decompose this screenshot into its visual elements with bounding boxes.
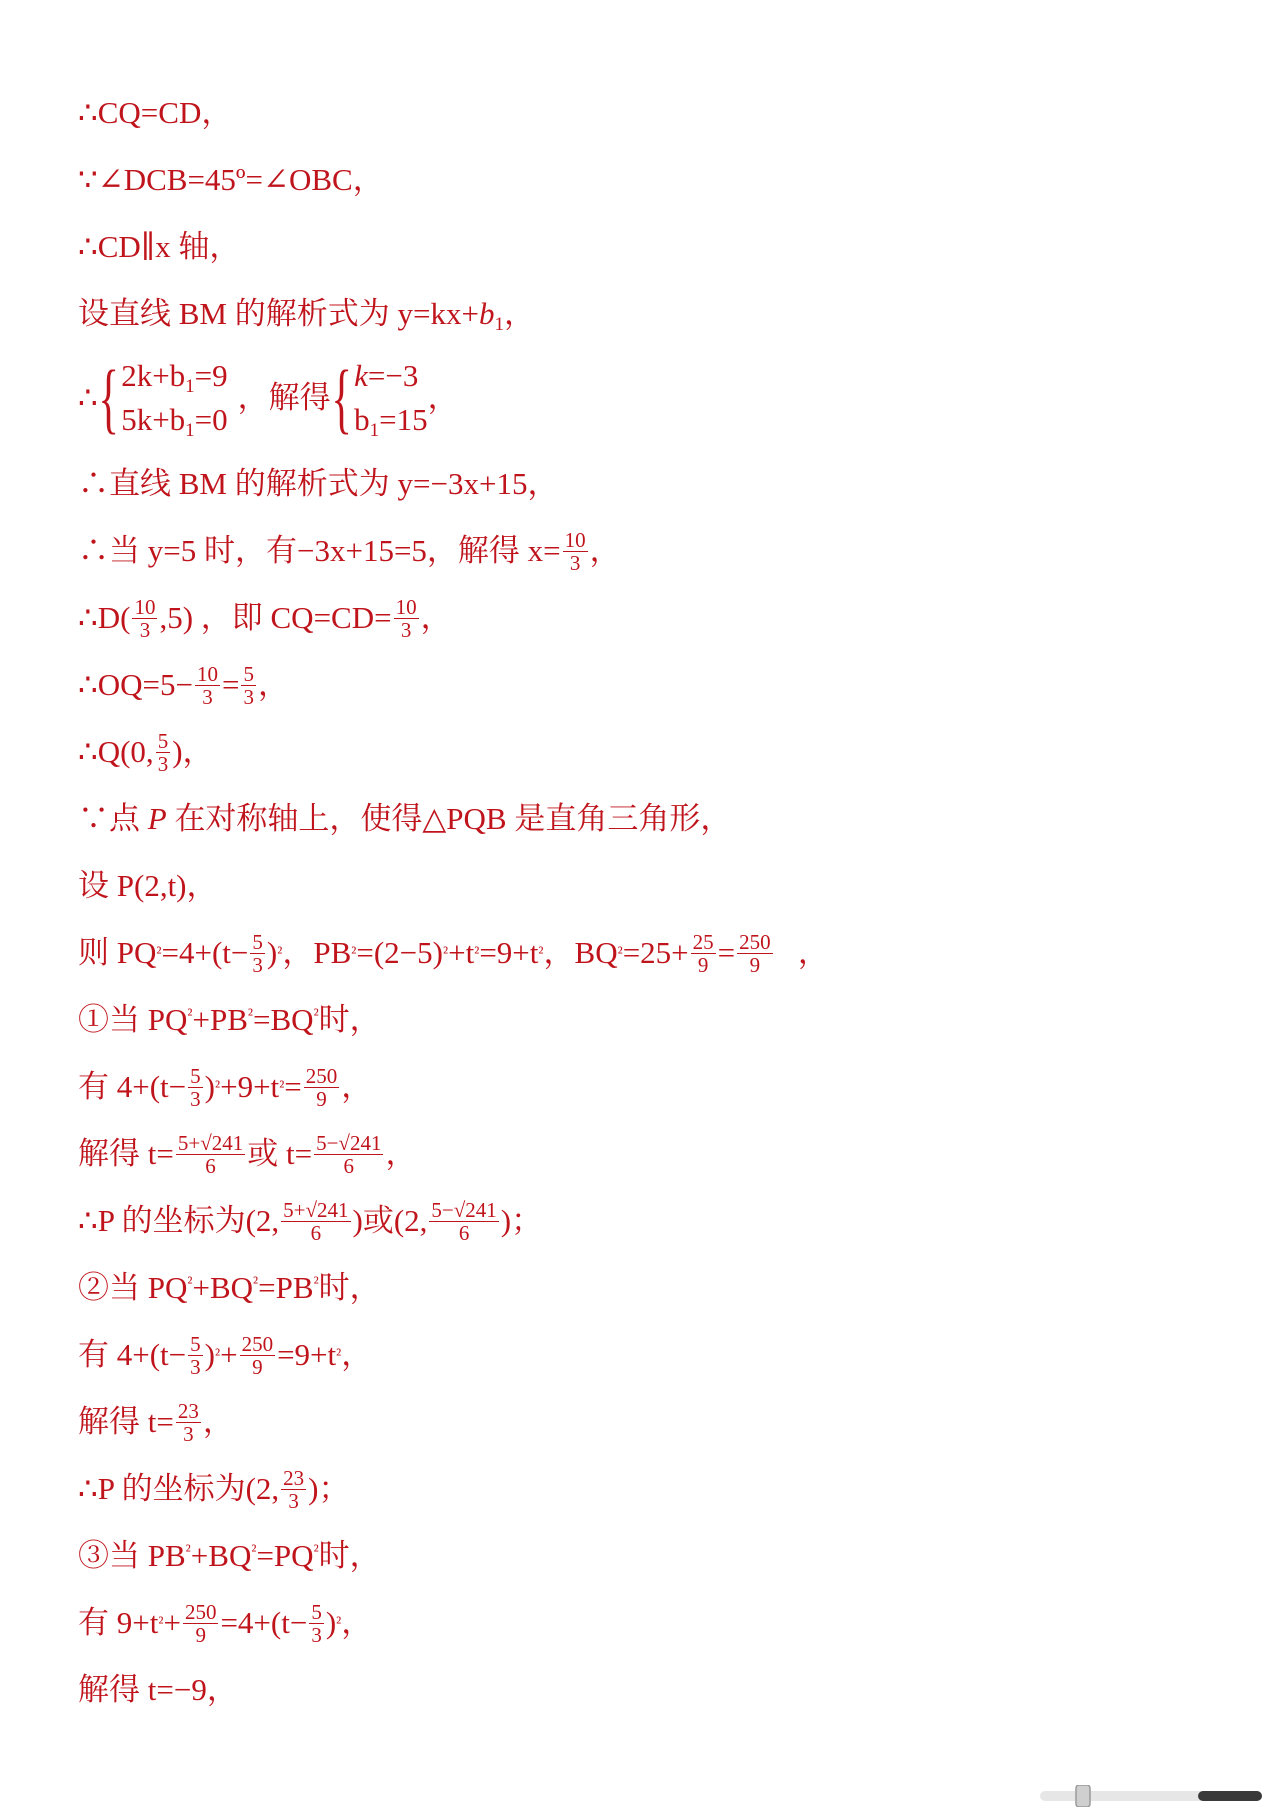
case-1-solution: 解得 t= $\frac{5+√241}{6}$ 或 t= $\frac{5-√241}{6}$ ， (78, 1130, 417, 1178)
step-right-triangle: ∵点 P 在对称轴上，使得△PQB 是直角三角形， (78, 801, 732, 836)
step-point-q: ∴Q(0, $\frac{5}{3}$ )， (78, 728, 214, 776)
system-solution: k=−3 $b_1=15$ (354, 358, 428, 441)
step-set-p: 设 P(2,t)， (78, 868, 218, 903)
step-solve-x: ∴当 y=5 时，有−3x+15=5，解得 x= $\frac{10}{3}$ ， (78, 527, 621, 575)
step-angle-dcb: ∵∠DCB=45º=∠OBC， (78, 162, 384, 197)
case-3-heading: ③当 $PB^{^2}+BQ^{^2}=PQ^{^2}$时， (78, 1538, 381, 1573)
case-3-equation: 有 9+t ² + $\frac{250}{9}$ =4+(t− $\frac{5}{3}$ ) ² ， (78, 1599, 373, 1647)
case-2-equation: 有 4+(t− $\frac{5}{3}$ ) ² + $\frac{250}{9}$ =9+t ² ， (78, 1331, 373, 1379)
scrollbar-thumb[interactable] (1076, 1785, 1090, 1807)
brace-left-result: { (331, 354, 352, 441)
case-2-solution: 解得 t= $\frac{23}{3}$ ， (78, 1398, 234, 1446)
step-cq-eq-cd: ∴CQ=CD， (78, 95, 233, 130)
case-2-coordinates: ∴P 的坐标为(2, $\frac{23}{3}$ )； (78, 1465, 350, 1513)
step-cd-parallel: ∴CD∥x 轴， (78, 229, 241, 264)
system-equations: $2k+b_1=9$ $5k+b_1=0$ (121, 358, 228, 441)
step-set-line-bm: 设直线 BM 的解析式为 $y=kx+b_1$， (78, 296, 535, 335)
step-equation-system: ∴ { $2k+b_1=9$ $5k+b_1=0$ ，解得 { k=−3 $b_1=15$ ， (78, 354, 459, 441)
case-1-heading: ①当 $PQ^{^2}+PB^{^2}=BQ^{^2}$时， (78, 1002, 381, 1037)
brace-left: { (98, 354, 119, 441)
step-distances: 则 PQ ² =4+(t− $\frac{5}{3}$ ) ² ，PB ² =(2−5) ² +t ² =9+t ² ，BQ ² =25+ $\frac{25}{9}$ = $\frac{250}{9}$ ， (78, 929, 829, 977)
step-bm-expression: ∴直线 BM 的解析式为 y=−3x+15， (78, 466, 559, 501)
case-1-equation: 有 4+(t− $\frac{5}{3}$ ) ² +9+t ² = $\frac{250}{9}$ ， (78, 1063, 373, 1111)
step-point-d: ∴D( $\frac{10}{3}$ ,5) ，即 CQ=CD= $\frac{10}{3}$ ， (78, 594, 452, 642)
case-2-heading: ②当 $PQ^{^2}+BQ^{^2}=PB^{^2}$时， (78, 1270, 381, 1305)
case-3-solution: 解得 t=−9， (78, 1672, 238, 1707)
step-oq: ∴OQ=5− $\frac{10}{3}$ = $\frac{5}{3}$ ， (78, 661, 289, 709)
case-1-coordinates: ∴P 的坐标为(2, $\frac{5+√241}{6}$ )或(2, $\frac{5-√241}{6}$ )； (78, 1197, 543, 1245)
horizontal-scrollbar[interactable] (1040, 1785, 1262, 1807)
